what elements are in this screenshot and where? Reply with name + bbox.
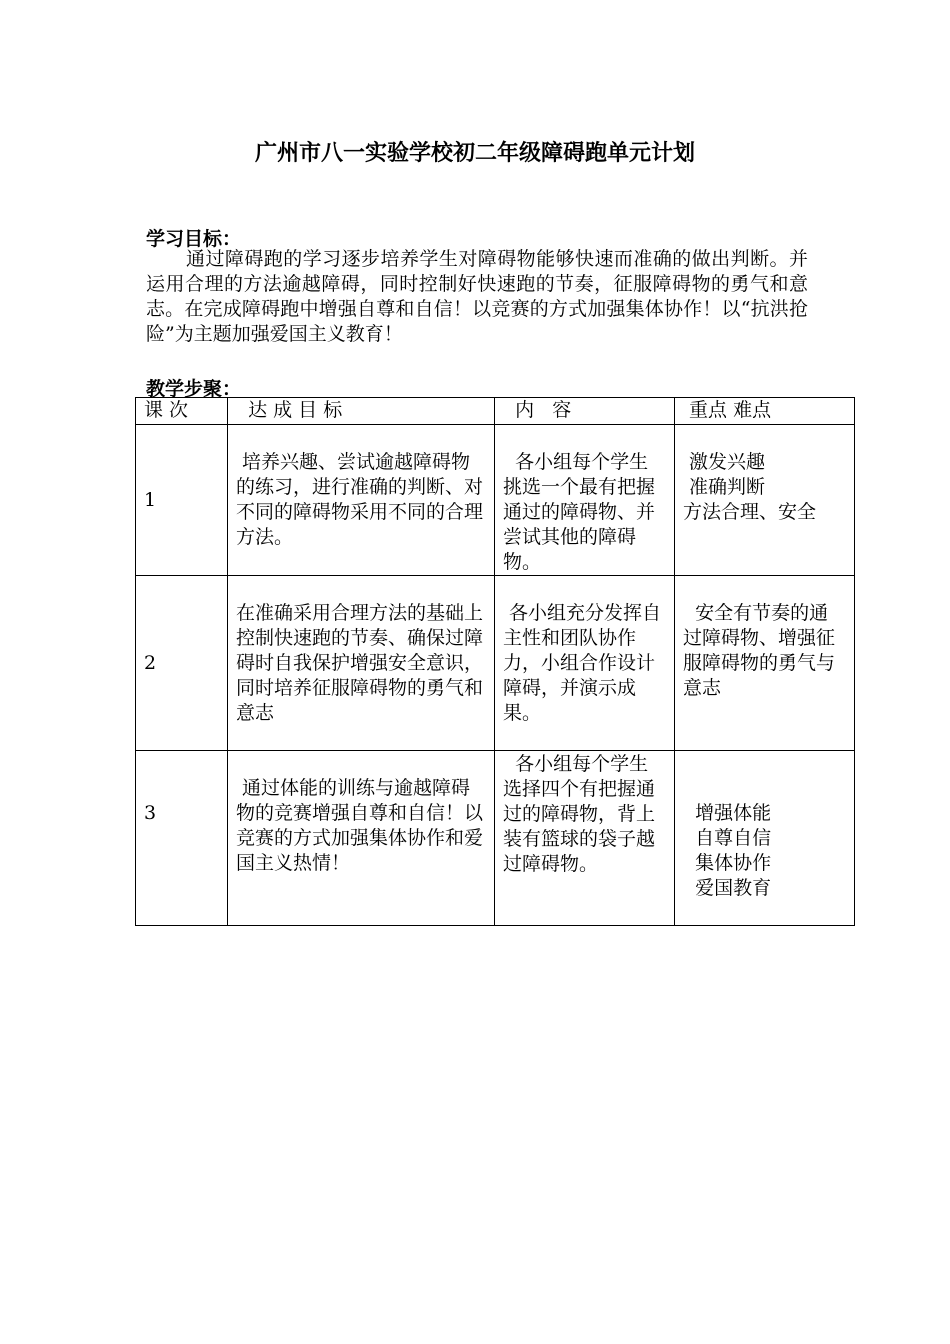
lesson-goal: 培养兴趣、尝试逾越障碍物的练习，进行准确的判断、对不同的障碍物采用不同的合理方法。 xyxy=(228,425,495,576)
page-title: 广州市八一实验学校初二年级障碍跑单元计划 xyxy=(254,140,695,166)
table-row xyxy=(136,751,855,926)
objectives-text: 通过障碍跑的学习逐步培养学生对障碍物能够快速而准确的做出判断。并运用合理的方法逾越障碍，同时控制好快速跑的节奏，征服障碍物的勇气和意志。在完成障碍跑中增强自尊和自信！以竞赛的方式加强集体协作！以“抗洪抢险”为主题加强爱国主义教育！ xyxy=(146,248,808,345)
table-row xyxy=(136,425,855,576)
lesson-number: 1 xyxy=(136,425,228,576)
objectives-heading: 学习目标： xyxy=(146,228,242,250)
lesson-number: 3 xyxy=(136,751,228,926)
header-content: 内 容 xyxy=(495,398,675,425)
table-row xyxy=(136,576,855,751)
lesson-key-points: 激发兴趣 准确判断 方法合理、安全 xyxy=(675,425,855,576)
lesson-plan-table xyxy=(135,397,855,926)
lesson-content: 各小组充分发挥自主性和团队协作力，小组合作设计障碍，并演示成果。 xyxy=(495,576,675,751)
header-key-points: 重点 难点 xyxy=(675,398,855,425)
lesson-goal: 在准确采用合理方法的基础上控制快速跑的节奏、确保过障碍时自我保护增强安全意识，同时培养征服障碍物的勇气和意志 xyxy=(228,576,495,751)
lesson-key-points: 增强体能 自尊自信 集体协作 爱国教育 xyxy=(675,751,855,926)
lesson-goal: 通过体能的训练与逾越障碍物的竞赛增强自尊和自信！以竞赛的方式加强集体协作和爱国主义热情！ xyxy=(228,751,495,926)
header-goal: 达 成 目 标 xyxy=(228,398,495,425)
header-lesson: 课 次 xyxy=(136,398,228,425)
lesson-key-points: 安全有节奏的通过障碍物、增强征服障碍物的勇气与意志 xyxy=(675,576,855,751)
lesson-number: 2 xyxy=(136,576,228,751)
table-header-row xyxy=(136,398,855,425)
lesson-content: 各小组每个学生选择四个有把握通过的障碍物，背上装有篮球的袋子越过障碍物。 xyxy=(495,751,675,926)
lesson-content: 各小组每个学生挑选一个最有把握通过的障碍物、并尝试其他的障碍物。 xyxy=(495,425,675,576)
steps-heading: 教学步聚： xyxy=(146,378,242,400)
